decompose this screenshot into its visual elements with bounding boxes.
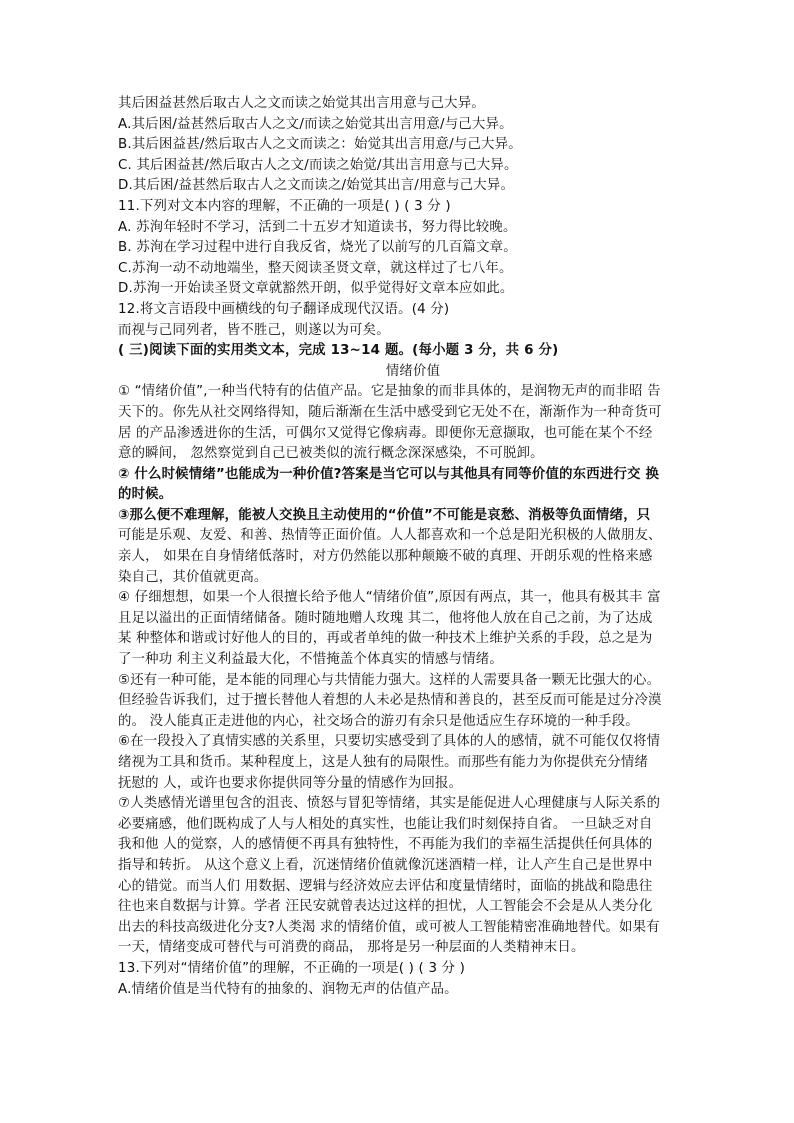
q11-stem: 11.下列对文本内容的理解，不正确的一项是( ) ( 3 分 ) — [118, 198, 451, 214]
para7-line: 必要痛感，他们既构成了人与人相处的真实性，也能让我们时刻保持自省。 一旦缺乏对自 — [118, 816, 653, 832]
para5-line: ⑤还有一种可能，是本能的同理心与共情能力强大。这样的人需要具备一颗无比强大的心。 — [118, 672, 661, 688]
q11-option-d: D.苏洵一开始读圣贤文章就豁然开朗，似乎觉得好文章本应如此。 — [118, 281, 514, 297]
para6-line: 绪视为工具和货币。某种程度上，这是人独有的局限性。而那些有能力为你提供充分情绪 — [118, 755, 649, 770]
para1-line: 居 的产品渗透进你的生活，可偶尔又觉得它像病毒。即便你无意撷取，也可能在某个不经 — [118, 425, 653, 441]
q11-option-b: B. 苏洵在学习过程中进行自我反省，烧光了以前写的几百篇文章。 — [118, 240, 517, 256]
para3-line: 亲人， 如果在自身情绪低落时，对方仍然能以那种颠簸不破的真理、开朗乐观的性格来感 — [118, 549, 653, 565]
q13-stem: 13.下列对“情绪价值”的理解，不正确的一项是( ) ( 3 分 ) — [118, 960, 466, 976]
para4-line: ④ 仔细想想，如果一个人很擅长给予他人“情绪价值”,原因有两点，其一，他具有极其丰 富 — [118, 590, 661, 606]
para1-line: 天下的。你先从社交网络得知，随后渐渐在生活中感受到它无处不在，渐渐作为一种奇货可 — [118, 404, 662, 420]
para4-line: 某 种整体和谐或讨好他人的目的，再或者单纯的做一种技术上维护关系的手段，总之是为 — [118, 631, 653, 647]
section3-header: ( 三)阅读下面的实用类文本，完成 13~14 题。(每小题 3 分，共 6 分) — [118, 343, 559, 359]
q10-option-b: B.其后困益甚/然后取古人之文而读之：始觉其出言用意/与己大异。 — [118, 137, 522, 153]
para5-line: 但经验告诉我们，过于擅长替他人着想的人未必是热情和善良的，甚至反而可能是过分冷漠 — [118, 693, 662, 709]
para4-line: 且足以溢出的正面情绪储备。随时随地赠人玫瑰 其二，他将他人放在自己之前，为了达成 — [118, 610, 653, 626]
para1-line: 意的瞬间， 忽然察觉到自己已被类似的流行概念深深感染，不可脱卸。 — [118, 446, 544, 462]
q10-sentence: 其后困益甚然后取古人之文而读之始觉其出言用意与己大异。 — [118, 96, 485, 111]
q13-option-a: A.情绪价值是当代特有的抽象的、润物无声的估值产品。 — [118, 981, 458, 997]
para6-line: 抚慰的 人，或许也要求你提供同等分量的情感作为回报。 — [118, 775, 463, 791]
q12-stem: 12.将文言语段中画横线的句子翻译成现代汉语。(4 分) — [118, 301, 450, 317]
article-title: 情绪价值 — [385, 363, 441, 379]
para3-line: ③那么便不难理解，能被人交换且主动使用的“价值”不可能是哀愁、消极等负面情绪，只 — [118, 507, 651, 523]
para4-line: 了一种功 利主义利益最大化，不惜掩盖个体真实的情感与情绪。 — [118, 652, 503, 668]
para7-line: ⑦人类感情光谱里包含的沮丧、愤怒与冒犯等情绪，其实是能促进人心理健康与人际关系的 — [118, 796, 661, 812]
q10-option-d: D.其后困/益甚然后取古人之文而读之/始觉其出言/用意与己大异。 — [118, 178, 515, 194]
exam-page — [118, 94, 708, 1000]
para1-line: ① “情绪价值”,一种当代特有的估值产品。它是抽象的而非具体的，是润物无声的而非昭 告 — [118, 384, 661, 400]
para7-line: 往也来自数据与计算。学者 汪民安就曾表达过这样的担忧，人工智能会不会是从人类分化 — [118, 899, 653, 915]
para7-line: 心的错觉。而当人们 用数据、逻辑与经济效应去评估和度量情绪时，面临的挑战和隐患往 — [118, 878, 653, 894]
para3-line: 可能是乐观、友爱、和善、热情等正面价值。人人都喜欢和一个总是阳光积极的人做朋友、 — [118, 528, 662, 544]
para3-line: 染自己，其价值就更高。 — [118, 569, 268, 585]
q11-option-c: C.苏洵一动不动地端坐，整天阅读圣贤文章，就这样过了七八年。 — [118, 260, 513, 276]
para5-line: 的。 没人能真正走进他的内心，社交场合的游刃有余只是他适应生存环境的一种手段。 — [118, 713, 639, 729]
q12-sentence: 而视与己同列者，皆不胜己，则遂以为可矣。 — [118, 322, 390, 338]
para7-line: 一天，情绪变成可替代与可消费的商品， 那将是另一种层面的人类精神末日。 — [118, 940, 585, 956]
para2-line: 的时候。 — [118, 487, 173, 503]
q10-option-c: C. 其后困益甚/然后取古人之文/而读之始觉/其出言用意与己大异。 — [118, 157, 518, 173]
para2-line: ② 什么时候情绪”也能成为一种价值?答案是当它可以与其他具有同等价值的东西进行交 换 — [118, 466, 660, 482]
q10-option-a: A.其后困/益甚然后取古人之文/而读之始觉其出言用意/与己大异。 — [118, 116, 513, 132]
para7-line: 出去的科技高级进化分支?人类渴 求的情绪价值，或可被人工智能精密准确地替代。如果有 — [118, 919, 660, 935]
q11-option-a: A. 苏洵年轻时不学习，活到二十五岁才知道读书，努力得比较晚。 — [118, 219, 517, 235]
para6-line: ⑥在一段投入了真情实感的关系里，只要切实感受到了具体的人的感情，就不可能仅仅将情 — [118, 734, 661, 750]
para7-line: 我和他 人的觉察，人的感情便不再具有独特性，不再能为我们的幸福生活提供任何具体的 — [118, 837, 653, 853]
para7-line: 指导和转折。 从这个意义上看，沉迷情绪价值就像沉迷酒精一样，让人产生自己是世界中 — [118, 857, 653, 873]
